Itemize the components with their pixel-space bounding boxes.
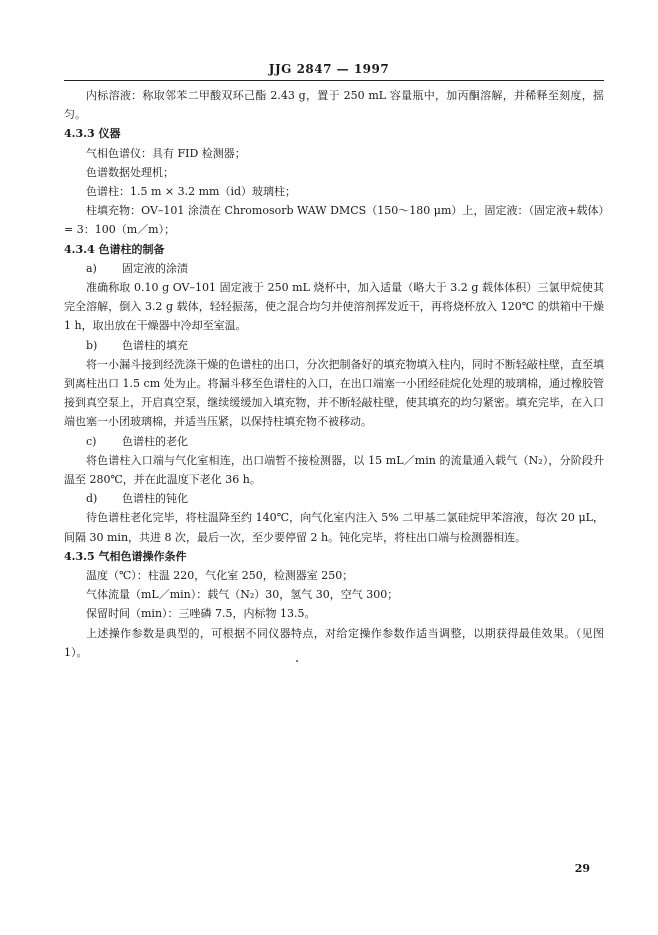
section-number: 4.3.4 — [64, 242, 95, 256]
section-title: 气相色谱操作条件 — [98, 549, 187, 563]
condition-line: 保留时间（min）：三唑磷 7.5，内标物 13.5。 — [86, 607, 316, 621]
condition-line: 气体流量（mL／min）：载气（N₂）30，氢气 30，空气 300； — [86, 588, 399, 602]
subsection-c-paragraph: 将色谱柱入口端与气化室相连，出口端暂不接检测器，以 15 mL／min 的流量通入载气（N₂），分阶段升温至 280℃，并在此温度下老化 36 h。 — [64, 453, 604, 487]
instrument-line: 气相色谱仪：具有 FID 检测器； — [86, 146, 246, 160]
section-heading-4-3-5 — [64, 547, 604, 566]
subsection-letter: a) — [86, 261, 97, 275]
subsection-letter: c) — [86, 434, 97, 448]
instrument-line: 色谱柱：1.5 m × 3.2 mm（id）玻璃柱； — [86, 185, 297, 199]
decorative-dot — [296, 660, 298, 662]
subsection-title: 色谱柱的填充 — [122, 338, 188, 352]
subsection-heading-a — [64, 259, 604, 278]
page-number: 29 — [574, 862, 590, 875]
internal-standard-paragraph: 内标溶液：称取邻苯二甲酸双环己酯 2.43 g，置于 250 mL 容量瓶中，加丙酮溶解，并稀释至刻度，摇匀。 — [64, 89, 604, 122]
subsection-b-paragraph: 将一小漏斗接到经洗涤干燥的色谱柱的出口，分次把制备好的填充物填入柱内，同时不断轻敲柱壁，直至填到离柱出口 1.5 cm 处为止。将漏斗移至色谱柱的入口，在出口端塞一小团经硅烷化处理的玻璃棉，通过橡胶管接到真空泵上，开启真空泵，继续缓缓加入填充物，并不断轻敲柱壁，使其填充的均匀紧密。填充完毕，在入口端也塞一小团玻璃棉，并适当压紧，以保持柱填充物不被移动。 — [64, 357, 604, 429]
condition-line: 温度（℃）：柱温 220，气化室 250，检测器室 250； — [86, 569, 354, 583]
operating-note-paragraph: 上述操作参数是典型的，可根据不同仪器特点，对给定操作参数作适当调整，以期获得最佳效果。（见图 1）。 — [64, 626, 604, 659]
section-number: 4.3.5 — [64, 549, 95, 563]
section-heading-4-3-3 — [64, 124, 604, 143]
subsection-title: 色谱柱的钝化 — [122, 492, 188, 506]
section-heading-4-3-4 — [64, 240, 604, 259]
instrument-line: 色谱数据处理机； — [86, 165, 174, 179]
subsection-title: 固定液的涂渍 — [122, 261, 188, 275]
subsection-d-paragraph: 待色谱柱老化完毕，将柱温降至约 140℃，向气化室内注入 5% 二甲基二氯硅烷甲苯溶液，每次 20 μL，间隔 30 min，共进 8 次，最后一次，至少要停留 2 h。钝化完毕，将柱出口端与检测器相连。 — [64, 511, 604, 544]
subsection-title: 色谱柱的老化 — [122, 434, 188, 448]
instrument-line: 柱填充物：OV–101 涂渍在 Chromosorb WAW DMCS（150～180 μm）上，固定液：（固定液+载体）= 3：100（m／m）； — [64, 204, 604, 237]
document-body — [64, 86, 604, 662]
section-title: 色谱柱的制备 — [98, 242, 165, 256]
subsection-heading-d — [64, 489, 604, 508]
section-title: 仪器 — [98, 127, 121, 141]
header-rule — [64, 80, 604, 81]
subsection-letter: d) — [86, 492, 98, 506]
document-header: JJG 2847 — 1997 — [268, 62, 390, 76]
subsection-letter: b) — [86, 338, 98, 352]
section-number: 4.3.3 — [64, 127, 95, 141]
subsection-heading-b — [64, 336, 604, 355]
subsection-a-paragraph: 准确称取 0.10 g OV–101 固定液于 250 mL 烧杯中，加入适量（略大于 3.2 g 载体体积）三氯甲烷使其完全溶解，倒入 3.2 g 载体，轻轻振荡，使之混合均匀并使溶剂挥发近干，再将烧杯放入 120℃ 的烘箱中干燥 1 h，取出放在干燥器中冷却至室温。 — [64, 281, 604, 333]
subsection-heading-c — [64, 432, 604, 451]
